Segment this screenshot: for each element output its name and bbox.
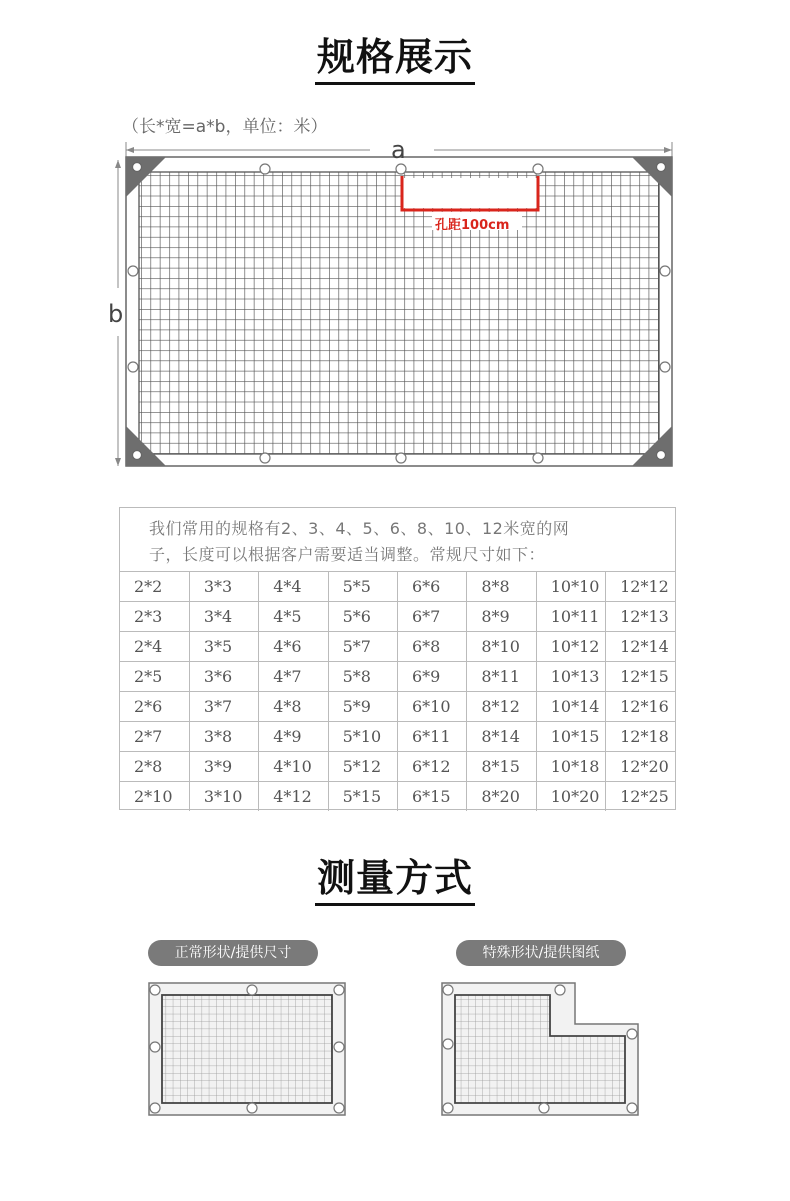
grommet: [128, 362, 138, 372]
dimension-b-label: b: [108, 300, 124, 328]
size-cell: 5*15: [328, 782, 397, 812]
measure-title: 测量方式: [0, 855, 790, 906]
size-cell: 5*8: [328, 662, 397, 692]
size-cell: 3*7: [189, 692, 258, 722]
size-cell: 6*15: [398, 782, 467, 812]
grommet: [396, 453, 406, 463]
net-mesh: [139, 172, 659, 454]
net-diagram: [0, 0, 790, 500]
size-cell: 8*15: [467, 752, 536, 782]
size-cell: 5*9: [328, 692, 397, 722]
grommet-corner: [657, 451, 666, 460]
size-cell: 5*7: [328, 632, 397, 662]
grommet: [396, 164, 406, 174]
normal-shape-diagram: [149, 983, 345, 1115]
size-cell: 10*12: [536, 632, 605, 662]
hole-spacing-label: 孔距100cm: [435, 218, 510, 233]
size-cell: 10*15: [536, 722, 605, 752]
grommet-corner: [133, 163, 142, 172]
size-cell: 6*12: [398, 752, 467, 782]
size-cell: 3*5: [189, 632, 258, 662]
size-cell: 2*4: [120, 632, 189, 662]
size-cell: 10*14: [536, 692, 605, 722]
unit-note: （长*宽=a*b，单位：米）: [122, 117, 328, 137]
table-row: [120, 602, 675, 632]
size-cell: 2*2: [120, 572, 189, 602]
size-cell: 8*8: [467, 572, 536, 602]
size-cell: 3*6: [189, 662, 258, 692]
size-cell: 2*8: [120, 752, 189, 782]
size-cell: 6*10: [398, 692, 467, 722]
table-row: [120, 572, 675, 602]
dimension-a-label: a: [391, 136, 406, 164]
size-cell: 3*8: [189, 722, 258, 752]
size-cell: 6*6: [398, 572, 467, 602]
size-cell: 4*9: [259, 722, 328, 752]
size-cell: 5*12: [328, 752, 397, 782]
size-cell: 12*16: [606, 692, 675, 722]
size-cell: 12*12: [606, 572, 675, 602]
grommet: [260, 164, 270, 174]
size-cell: 3*9: [189, 752, 258, 782]
size-table: [120, 571, 675, 811]
size-cell: 10*10: [536, 572, 605, 602]
size-cell: 8*14: [467, 722, 536, 752]
special-shape-label: 特殊形状/提供图纸: [456, 940, 626, 966]
size-cell: 5*5: [328, 572, 397, 602]
size-cell: 5*6: [328, 602, 397, 632]
size-cell: 2*7: [120, 722, 189, 752]
size-cell: 12*25: [606, 782, 675, 812]
table-row: [120, 752, 675, 782]
grommet: [128, 266, 138, 276]
size-cell: 4*7: [259, 662, 328, 692]
grommet-corner: [133, 451, 142, 460]
size-cell: 4*10: [259, 752, 328, 782]
grommet: [533, 453, 543, 463]
size-cell: 6*9: [398, 662, 467, 692]
size-cell: 3*10: [189, 782, 258, 812]
size-cell: 10*18: [536, 752, 605, 782]
size-cell: 2*6: [120, 692, 189, 722]
size-cell: 10*13: [536, 662, 605, 692]
size-cell: 12*15: [606, 662, 675, 692]
size-cell: 12*13: [606, 602, 675, 632]
size-cell: 4*8: [259, 692, 328, 722]
normal-shape-label: 正常形状/提供尺寸: [148, 940, 318, 966]
size-cell: 2*10: [120, 782, 189, 812]
size-cell: 6*11: [398, 722, 467, 752]
table-row: [120, 782, 675, 812]
table-row: [120, 722, 675, 752]
size-cell: 4*6: [259, 632, 328, 662]
grommet-corner: [657, 163, 666, 172]
size-cell: 12*14: [606, 632, 675, 662]
size-table-intro: 我们常用的规格有2、3、4、5、6、8、10、12米宽的网 子，长度可以根据客户需要适当调整。常规尺寸如下：: [149, 519, 570, 564]
grommet: [260, 453, 270, 463]
size-cell: 5*10: [328, 722, 397, 752]
table-row: [120, 662, 675, 692]
size-cell: 10*11: [536, 602, 605, 632]
grommet: [660, 362, 670, 372]
size-cell: 10*20: [536, 782, 605, 812]
size-cell: 4*5: [259, 602, 328, 632]
size-cell: 2*5: [120, 662, 189, 692]
table-row: [120, 692, 675, 722]
size-cell: 2*3: [120, 602, 189, 632]
grommet: [660, 266, 670, 276]
special-shape-diagram: [442, 983, 638, 1115]
size-cell: 12*20: [606, 752, 675, 782]
size-cell: 3*4: [189, 602, 258, 632]
size-table-box: [119, 507, 676, 810]
size-cell: 8*10: [467, 632, 536, 662]
size-cell: 8*11: [467, 662, 536, 692]
size-cell: 3*3: [189, 572, 258, 602]
size-cell: 4*4: [259, 572, 328, 602]
size-cell: 12*18: [606, 722, 675, 752]
size-cell: 8*20: [467, 782, 536, 812]
size-cell: 4*12: [259, 782, 328, 812]
size-cell: 6*8: [398, 632, 467, 662]
spec-title: 规格展示: [0, 34, 790, 85]
size-cell: 6*7: [398, 602, 467, 632]
size-cell: 8*9: [467, 602, 536, 632]
size-cell: 8*12: [467, 692, 536, 722]
table-row: [120, 632, 675, 662]
grommet: [533, 164, 543, 174]
